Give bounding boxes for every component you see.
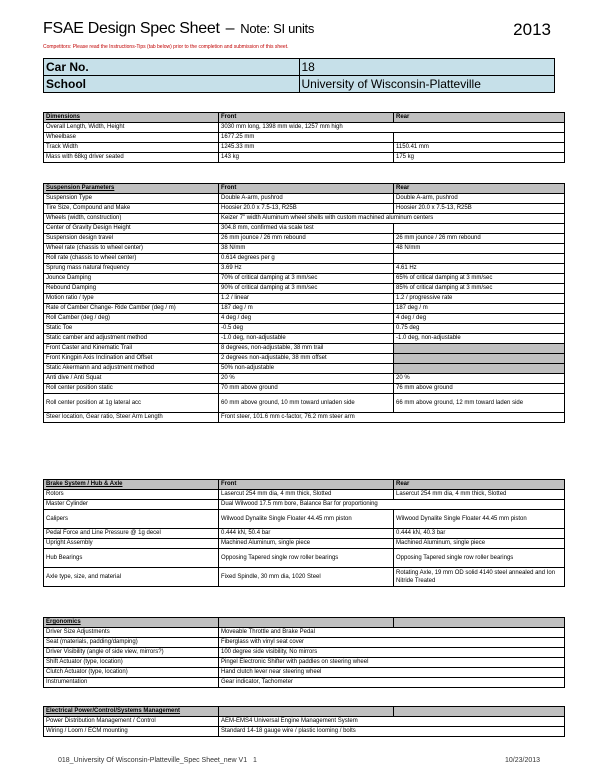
table-row — [44, 123, 565, 133]
row-label: Static Akermann and adjustment method — [44, 364, 219, 374]
rear-value: 175 kg — [394, 153, 565, 163]
front-value: 8 degrees, non-adjustable, 38 mm trail — [219, 344, 394, 354]
rear-value: Double A-arm, pushrod — [394, 194, 565, 204]
rear-value — [394, 133, 565, 143]
rear-value: Hoosier 20.0 x 7.5-13, R25B — [394, 204, 565, 214]
rear-value: 0.75 deg — [394, 324, 565, 334]
front-value: 187 deg / m — [219, 304, 394, 314]
front-value: 143 kg — [219, 153, 394, 163]
suspension-header-row — [44, 184, 565, 194]
car-info-table — [43, 58, 555, 93]
rear-value: Rotating Axle, 19 mm OD solid 4140 steel annealed and Ion Nitride Treated — [394, 568, 565, 587]
ergonomics-header-cell: Ergonomics — [44, 618, 219, 628]
table-row — [44, 658, 565, 668]
front-value: 60 mm above ground, 10 mm toward unladen side — [219, 394, 394, 413]
dimensions-table — [43, 112, 565, 163]
front-value: 0.614 degrees per g — [219, 254, 394, 264]
table-row — [44, 668, 565, 678]
front-value: Double A-arm, pushrod — [219, 194, 394, 204]
row-label: Center of Gravity Design Height — [44, 224, 219, 234]
front-value: 4 deg / deg — [219, 314, 394, 324]
row-label: Mass with 68kg driver seated — [44, 153, 219, 163]
electrical-header-cell: Electrical Power/Control/Systems Management — [44, 707, 219, 717]
row-label: Master Cylinder — [44, 500, 219, 510]
school-label: School — [44, 76, 300, 93]
table-row — [44, 374, 565, 384]
row-label: Instrumentation — [44, 678, 219, 688]
footer-filename — [58, 757, 257, 764]
suspension-header-cell: Front — [219, 184, 394, 194]
row-value: 3030 mm long, 1398 mm wide, 1257 mm high — [219, 123, 565, 133]
dimensions-header-cell: Front — [219, 113, 394, 123]
rear-value: 1.2 / progressive rate — [394, 294, 565, 304]
row-label: Power Distribution Management / Control — [44, 717, 219, 727]
front-value: Opposing Tapered single row roller bearings — [219, 549, 394, 568]
table-row — [44, 234, 565, 244]
brakes-table — [43, 479, 565, 587]
ergonomics-header-cell — [394, 618, 565, 628]
dimensions-header-row — [44, 113, 565, 123]
front-value: Wilwood Dynalite Single Floater 44.45 mm piston — [219, 510, 394, 529]
row-label: Tire Size, Compound and Make — [44, 204, 219, 214]
row-label: Sprung mass natural frequency — [44, 264, 219, 274]
row-label: Axle type, size, and material — [44, 568, 219, 587]
ergonomics-table — [43, 617, 565, 688]
school-value: University of Wisconsin-Platteville — [299, 76, 555, 93]
front-value: Lasercut 254 mm dia, 4 mm thick, Slotted — [219, 490, 394, 500]
table-row — [44, 549, 565, 568]
table-row — [44, 648, 565, 658]
row-label: Anti dive / Anti Squat — [44, 374, 219, 384]
row-label: Seat (materials, padding/damping) — [44, 638, 219, 648]
rear-value: 20 % — [394, 374, 565, 384]
ergonomics-header-row — [44, 618, 565, 628]
front-value: 1677.25 mm — [219, 133, 394, 143]
page-title — [43, 20, 314, 38]
table-row — [44, 264, 565, 274]
front-value: 50% non-adjustable — [219, 364, 394, 374]
table-row — [44, 214, 565, 224]
ergonomics-header-cell — [219, 618, 394, 628]
rear-value: 0.444 kN, 40.3 bar — [394, 529, 565, 539]
row-value: Fiberglass with vinyl seat cover — [219, 638, 565, 648]
table-row — [44, 500, 565, 510]
footer-date: 10/23/2013 — [505, 757, 541, 764]
brakes-header-cell: Front — [219, 480, 394, 490]
suspension-header-cell: Suspension Parameters — [44, 184, 219, 194]
front-value: 1.2 / linear — [219, 294, 394, 304]
row-label: Wheelbase — [44, 133, 219, 143]
table-row — [44, 678, 565, 688]
rear-value: 1150.41 mm — [394, 143, 565, 153]
electrical-header-cell — [394, 707, 565, 717]
rear-value — [394, 344, 565, 354]
front-value: 70% of critical damping at 3 mm/sec — [219, 274, 394, 284]
row-value: AEM-EMS4 Universal Engine Management System — [219, 717, 565, 727]
rear-value: Wilwood Dynalite Single Floater 44.45 mm piston — [394, 510, 565, 529]
table-row — [44, 384, 565, 394]
rear-value: 4.61 Hz — [394, 264, 565, 274]
row-value: Hand clutch lever near steering wheel — [219, 668, 565, 678]
row-label: Static camber and adjustment method — [44, 334, 219, 344]
footer-filename-text: 018_University Of Wisconsin-Platteville_Spec Sheet_new V1 — [58, 757, 248, 764]
row-label: Static Toe — [44, 324, 219, 334]
row-label: Rebound Damping — [44, 284, 219, 294]
table-row — [44, 490, 565, 500]
rear-value: Opposing Tapered single row roller bearings — [394, 549, 565, 568]
row-label: Suspension design travel — [44, 234, 219, 244]
front-value: Hoosier 20.0 x 7.5-13, R25B — [219, 204, 394, 214]
table-row — [44, 568, 565, 587]
front-value: 90% of critical damping at 3 mm/sec — [219, 284, 394, 294]
row-label: Wheel rate (chassis to wheel center) — [44, 244, 219, 254]
car-no-row — [44, 59, 555, 76]
rear-value: 65% of critical damping at 3 mm/sec — [394, 274, 565, 284]
row-label: Roll center position at 1g lateral acc — [44, 394, 219, 413]
table-row — [44, 413, 565, 423]
row-label: Driver Size Adjustments — [44, 628, 219, 638]
table-row — [44, 204, 565, 214]
car-no-label: Car No. — [44, 59, 300, 76]
rear-value: 26 mm jounce / 26 mm rebound — [394, 234, 565, 244]
electrical-table — [43, 706, 565, 737]
row-label: Jounce Damping — [44, 274, 219, 284]
row-label: Shift Actuator (type, location) — [44, 658, 219, 668]
title-row — [43, 20, 555, 42]
row-label: Upright Assembly — [44, 539, 219, 549]
front-value: Fixed Spindle, 30 mm dia, 1020 Steel — [219, 568, 394, 587]
row-label: Driver Visibility (angle of side view, mirrors?) — [44, 648, 219, 658]
row-label: Suspension Type — [44, 194, 219, 204]
table-row — [44, 143, 565, 153]
brakes-header-cell: Brake System / Hub & Axle — [44, 480, 219, 490]
rear-value — [394, 224, 565, 234]
table-row — [44, 304, 565, 314]
row-value: Keizer 7" width Aluminum wheel shells with custom machined aluminum centers — [219, 214, 565, 224]
rear-value: 4 deg / deg — [394, 314, 565, 324]
table-row — [44, 334, 565, 344]
electrical-header-row — [44, 707, 565, 717]
car-no-value: 18 — [299, 59, 555, 76]
table-row — [44, 394, 565, 413]
table-row — [44, 194, 565, 204]
row-value: Gear indicator, Tachometer — [219, 678, 565, 688]
front-value: -1.0 deg, non-adjustable — [219, 334, 394, 344]
front-value: -0.5 deg — [219, 324, 394, 334]
title-text: FSAE Design Spec Sheet — [43, 20, 220, 37]
suspension-header-cell: Rear — [394, 184, 565, 194]
school-row — [44, 76, 555, 93]
row-label: Roll rate (chassis to wheel center) — [44, 254, 219, 264]
row-label: Rate of Camber Change- Ride Camber (deg / m) — [44, 304, 219, 314]
table-row — [44, 364, 565, 374]
table-row — [44, 294, 565, 304]
table-row — [44, 638, 565, 648]
rear-value: 48 N/mm — [394, 244, 565, 254]
row-label: Clutch Actuator (type, location) — [44, 668, 219, 678]
table-row — [44, 727, 565, 737]
row-label: Roll center position static — [44, 384, 219, 394]
table-row — [44, 244, 565, 254]
dimensions-header-cell: Dimensions — [44, 113, 219, 123]
row-value: Front steer, 101.6 mm c-factor, 76.2 mm steer arm — [219, 413, 565, 423]
row-label: Front Kingpin Axis Inclination and Offset — [44, 354, 219, 364]
row-value: Standard 14-18 gauge wire / plastic looming / bolts — [219, 727, 565, 737]
front-value: 3.69 Hz — [219, 264, 394, 274]
row-label: Steer location, Gear ratio, Steer Arm Length — [44, 413, 219, 423]
front-value: 304.8 mm, confirmed via scale test — [219, 224, 394, 234]
table-row — [44, 354, 565, 364]
year-label: 2013 — [513, 20, 551, 39]
table-row — [44, 628, 565, 638]
rear-value — [394, 364, 565, 374]
front-value: 20 % — [219, 374, 394, 384]
units-note: Note: SI units — [240, 21, 315, 36]
table-row — [44, 324, 565, 334]
row-value: Dual Wilwood 17.5 mm bore, Balance Bar for proportioning — [219, 500, 565, 510]
table-row — [44, 153, 565, 163]
rear-value: Lasercut 254 mm dia, 4 mm thick, Slotted — [394, 490, 565, 500]
table-row — [44, 274, 565, 284]
front-value: 0.444 kN, 50.4 bar — [219, 529, 394, 539]
table-row — [44, 529, 565, 539]
row-value: Moveable Throttle and Brake Pedal — [219, 628, 565, 638]
row-label: Overall Length, Width, Height — [44, 123, 219, 133]
rear-value: 66 mm above ground, 12 mm toward laden side — [394, 394, 565, 413]
row-label: Motion ratio / type — [44, 294, 219, 304]
table-row — [44, 314, 565, 324]
table-row — [44, 284, 565, 294]
table-row — [44, 133, 565, 143]
rear-value: Machined Aluminum, single piece — [394, 539, 565, 549]
row-label: Calipers — [44, 510, 219, 529]
row-label: Hub Bearings — [44, 549, 219, 568]
row-label: Front Caster and Kinematic Trail — [44, 344, 219, 354]
front-value: 38 N/mm — [219, 244, 394, 254]
rear-value: 187 deg / m — [394, 304, 565, 314]
front-value: 1245.33 mm — [219, 143, 394, 153]
front-value: 70 mm above ground — [219, 384, 394, 394]
row-label: Wiring / Loom / ECM mounting — [44, 727, 219, 737]
row-label: Wheels (width, construction) — [44, 214, 219, 224]
table-row — [44, 717, 565, 727]
rear-value — [394, 354, 565, 364]
dimensions-header-cell: Rear — [394, 113, 565, 123]
title-dash: – — [225, 20, 235, 37]
table-row — [44, 254, 565, 264]
row-value: 100 degree side visibility, No mirrors — [219, 648, 565, 658]
rear-value — [394, 254, 565, 264]
row-label: Track Width — [44, 143, 219, 153]
table-row — [44, 539, 565, 549]
row-value: Pingel Electronic Shifter with paddles on steering wheel — [219, 658, 565, 668]
front-value: 26 mm jounce / 26 mm rebound — [219, 234, 394, 244]
rear-value: 76 mm above ground — [394, 384, 565, 394]
footer-page-number: 1 — [252, 757, 257, 764]
front-value: Machined Aluminum, single piece — [219, 539, 394, 549]
rear-value: 85% of critical damping at 3 mm/sec — [394, 284, 565, 294]
table-row — [44, 344, 565, 354]
brakes-header-row — [44, 480, 565, 490]
instructions-note: Competitors: Please read the Instructions-Tips (tab below) prior to the completion and submission of this sheet. — [43, 44, 289, 50]
row-label: Pedal Force and Line Pressure @ 1g decel — [44, 529, 219, 539]
electrical-header-cell — [219, 707, 394, 717]
row-label: Roll Camber (deg / deg) — [44, 314, 219, 324]
table-row — [44, 224, 565, 234]
rear-value: -1.0 deg, non-adjustable — [394, 334, 565, 344]
row-label: Rotors — [44, 490, 219, 500]
table-row — [44, 510, 565, 529]
suspension-table — [43, 183, 565, 423]
front-value: 2 degrees non-adjustable, 38 mm offset — [219, 354, 394, 364]
brakes-header-cell: Rear — [394, 480, 565, 490]
